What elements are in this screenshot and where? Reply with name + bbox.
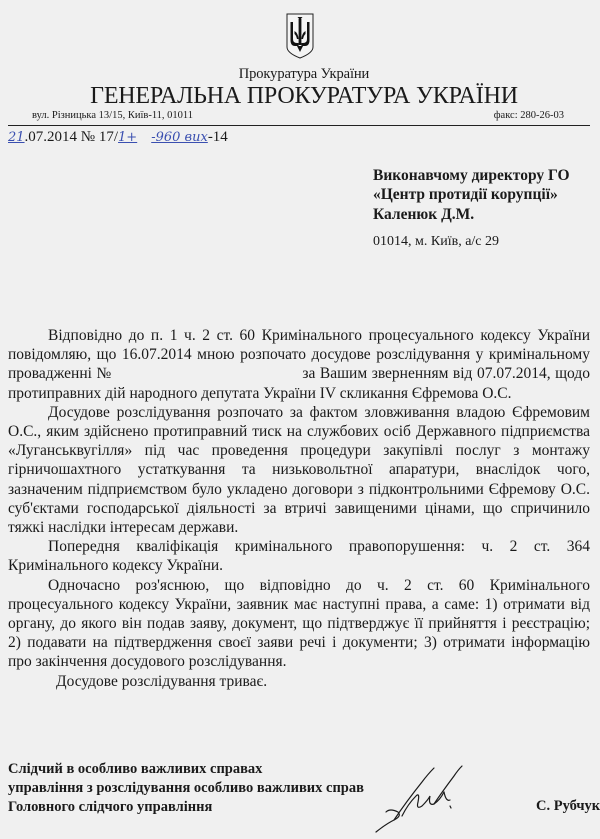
reference-day: 21 [8,130,25,145]
signatory-title-line-2: управління з розслідування особливо важливих справ [8,780,364,796]
body-paragraph-3: Попередня кваліфікація кримінального правопорушення: ч. 2 ст. 364 Кримінального кодексу України. [8,538,590,575]
org-title: ГЕНЕРАЛЬНА ПРОКУРАТУРА УКРАЇНИ [90,83,518,109]
reference-number-prefix: 17/ [98,129,119,145]
addressee-organization: «Центр протидії корупції» [373,186,558,204]
reference-number-suffix: -14 [207,129,228,145]
org-fax: факс: 280-26-03 [493,110,564,121]
addressee-block [373,166,570,224]
handwritten-signature-icon [372,762,472,834]
body-paragraph-4: Одночасно роз'яснюю, що відповідно до ч. 2 ст. 60 Кримінального процесуального кодексу України, заявник має наступні права, а саме: 1) отримати від органу, до якого він подав заяву, документ, що підтверджує її прийняття і реєстрацію; 2) подавати на підтвердження своєї заяви речі і документи; 3) отримати інформацію про закінчення досудового розслідування. [8,576,590,671]
reference-date: .07.2014 [24,129,78,145]
addressee-postal-address: 01014, м. Київ, а/с 29 [373,234,500,249]
org-address: вул. Різницька 13/15, Київ-11, 01011 [32,110,194,121]
reference-line [8,129,228,146]
reference-number-label: № [80,129,96,145]
addressee-name: Каленюк Д.М. [373,205,475,223]
trident-coat-of-arms-icon [286,13,314,59]
signatory-title-line-1: Слідчий в особливо важливих справах [8,761,263,777]
body-paragraph-1: Відповідно до п. 1 ч. 2 ст. 60 Кримінального процесуального кодексу України повідомляю, що 16.07.2014 мною розпочато досудове розслідування у кримінальному провадженні № за Вашим зверненням від 07.07.2014, щодо протиправних дій народного депутата України IV скликання Єфремова О.С. [8,327,594,402]
signatory-title-line-3: Головного слідчого управління [8,799,213,815]
signatory-name: С. Рубчук [536,798,600,814]
body-paragraph-2: Досудове розслідування розпочато за фактом зловживання владою Єфремовим О.С., яким здійснено протиправний тиск на службових осіб Державного підприємства «Луганськвугілля» під час проведення процедури закупівлі послуг з монтажу гірничошахтного устаткування та низьковольтної апаратури, внаслідок чого, зазначеним підприємством було укладено договори з підконтрольними Єфремову О.С. суб'єктами господарської діяльності за втричі завищеними цінами, що спричинило тяжкі наслідки інтересам держави. [8,403,590,537]
signatory-title [8,760,364,817]
body-paragraph-5: Досудове розслідування триває. [56,672,268,690]
letter-body [8,326,594,691]
addressee-position: Виконавчому директору ГО [373,167,570,184]
contact-line [8,109,590,126]
reference-number-handwritten-2: -960 вих [151,130,208,145]
reference-number-handwritten-1: 1+ [118,130,138,145]
org-subtitle: Прокуратура України [238,66,370,82]
